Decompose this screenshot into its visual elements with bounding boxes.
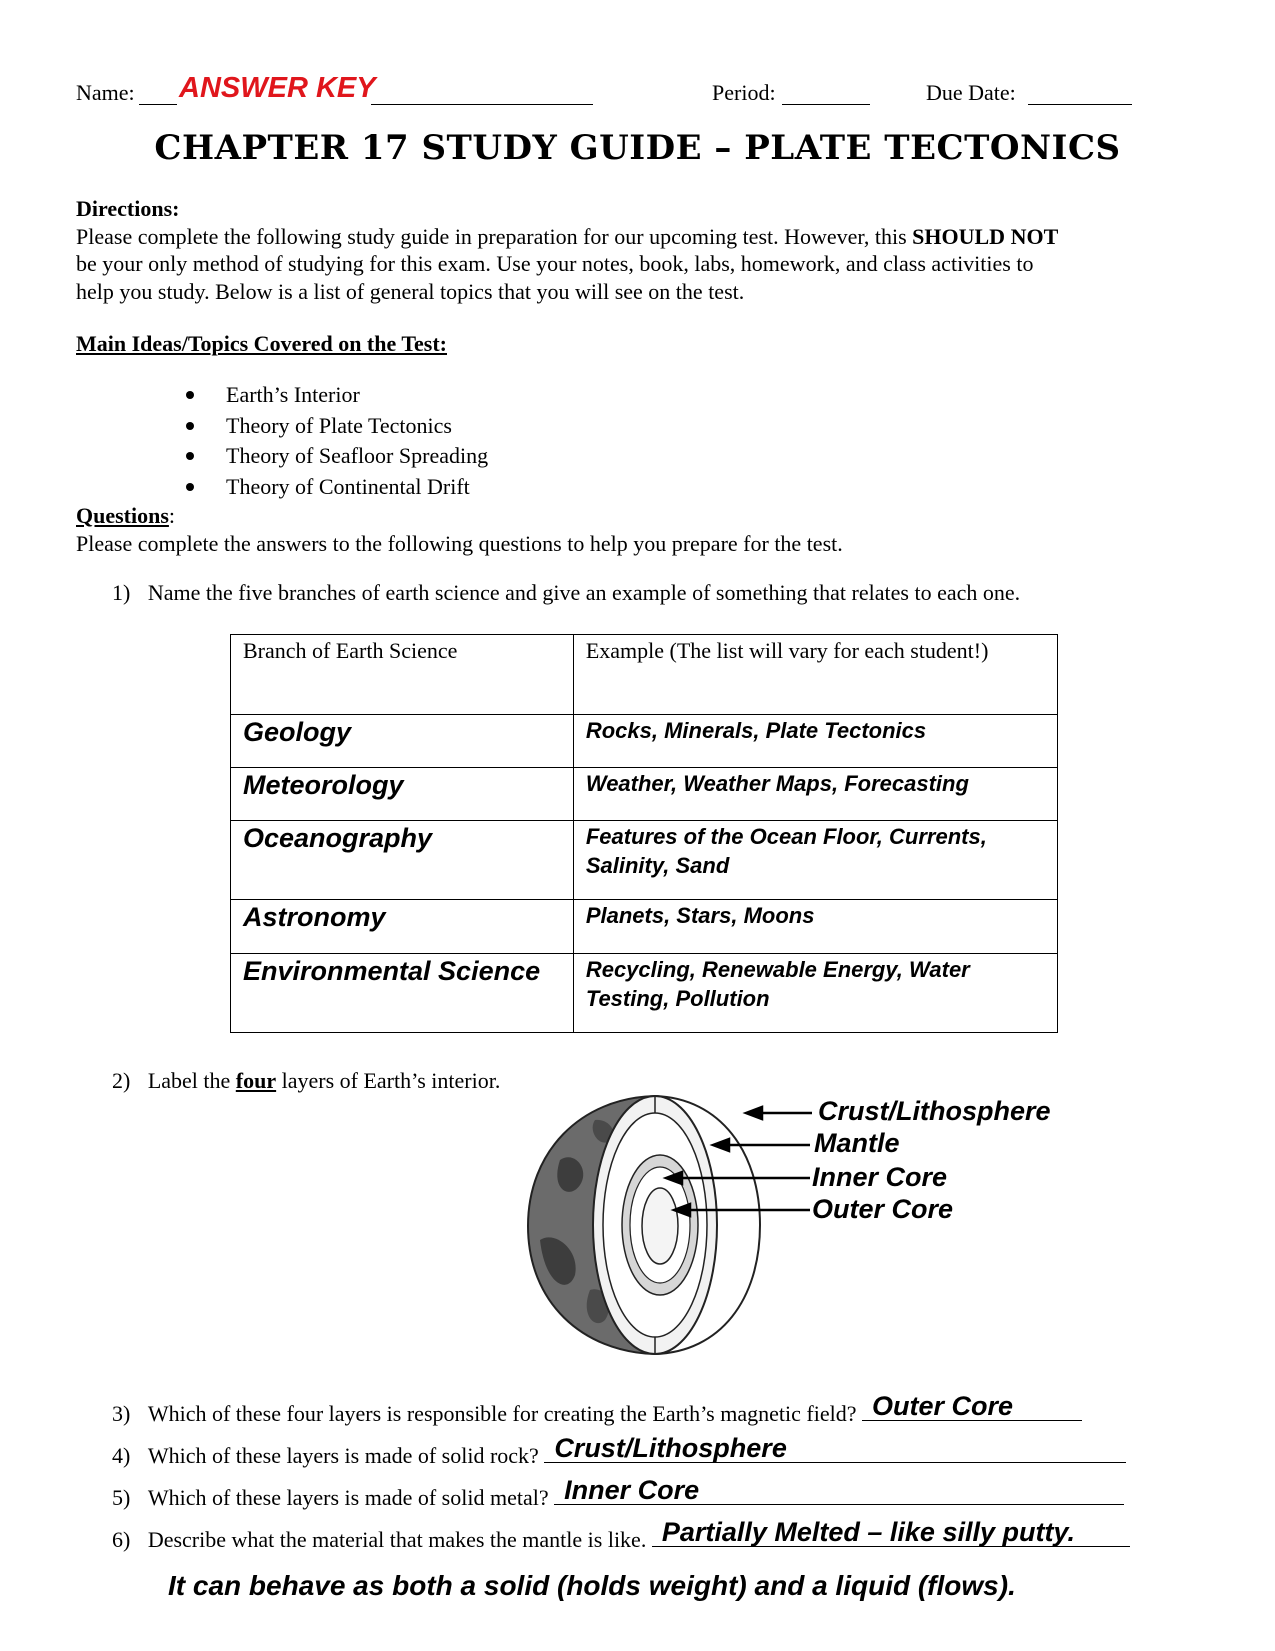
question-text: Describe what the material that makes the mantle is like.	[147, 1527, 647, 1552]
question-4	[112, 1433, 1126, 1469]
topics-list	[180, 381, 488, 503]
inner-core-shape	[642, 1188, 678, 1264]
bullet-icon	[186, 483, 194, 491]
name-label: Name:	[76, 80, 135, 105]
directions-text: Please complete the following study guide in preparation for our upcoming test. However, this	[76, 223, 913, 249]
example-cell: Recycling, Renewable Energy, Water Testing, Pollution	[573, 954, 1057, 1033]
topic-item	[180, 381, 488, 412]
answer-text: Partially Melted – like silly putty.	[661, 1517, 1075, 1547]
question-text	[148, 1068, 501, 1093]
topic-item	[180, 412, 488, 443]
question-emphasis: four	[235, 1068, 277, 1093]
name-answer: ANSWER KEY	[179, 72, 376, 104]
answer-text: Outer Core	[871, 1391, 1013, 1421]
label-mantle: Mantle	[814, 1128, 900, 1158]
topic-item	[180, 442, 488, 473]
questions-heading	[76, 502, 175, 530]
table-header-cell: Example (The list will vary for each student!)	[573, 635, 1057, 715]
table-row	[231, 715, 1058, 768]
question-text: Name the five branches of earth science and give an example of something that relates to each one.	[147, 580, 1021, 605]
topic-text: Theory of Plate Tectonics	[226, 412, 452, 438]
branch-cell: Astronomy	[231, 900, 574, 954]
page-title: CHAPTER 17 STUDY GUIDE – PLATE TECTONICS	[154, 128, 1121, 168]
branch-cell: Oceanography	[231, 821, 574, 900]
answer-blank	[652, 1517, 1130, 1547]
question-text: Which of these layers is made of solid metal?	[147, 1485, 549, 1510]
table-row	[231, 954, 1058, 1033]
table-row	[231, 821, 1058, 900]
name-underline-right	[371, 80, 593, 105]
example-cell: Planets, Stars, Moons	[573, 900, 1057, 954]
table-row	[231, 900, 1058, 954]
label-outer-core: Outer Core	[812, 1194, 954, 1224]
question-text-part: Label the	[147, 1068, 236, 1093]
questions-intro: Please complete the answers to the following questions to help you prepare for the test.	[76, 531, 843, 556]
period-label: Period:	[712, 80, 776, 105]
question-number: 3)	[112, 1401, 131, 1426]
answer-blank	[544, 1433, 1126, 1463]
topic-item	[180, 473, 488, 504]
branch-cell: Geology	[231, 715, 574, 768]
answer-text: Inner Core	[564, 1475, 700, 1505]
directions-line-2: be your only method of studying for this exam. Use your notes, book, labs, homework, and class activities to	[76, 251, 1034, 276]
directions-emphasis: SHOULD NOT	[912, 223, 1059, 249]
bullet-icon	[186, 452, 194, 460]
question-text: Which of these layers is made of solid rock?	[147, 1443, 539, 1468]
questions-heading-colon: :	[168, 503, 176, 528]
question-text-part: layers of Earth’s interior.	[276, 1068, 501, 1093]
header-row	[76, 72, 1206, 112]
example-cell: Rocks, Minerals, Plate Tectonics	[573, 715, 1057, 768]
answer-text: Crust/Lithosphere	[554, 1433, 787, 1463]
directions-heading: Directions:	[76, 196, 180, 221]
question-3	[112, 1391, 1082, 1427]
label-inner-core: Inner Core	[812, 1162, 948, 1192]
question-6-answer-continued: It can behave as both a solid (holds weight) and a liquid (flows).	[168, 1570, 1016, 1601]
question-number: 6)	[112, 1527, 131, 1552]
question-number: 1)	[112, 580, 131, 605]
question-5	[112, 1475, 1124, 1511]
question-number: 4)	[112, 1443, 131, 1468]
table-header-row	[231, 635, 1058, 715]
bullet-icon	[186, 422, 194, 430]
period-blank	[782, 80, 870, 105]
topic-text: Theory of Continental Drift	[226, 473, 470, 499]
directions-block	[76, 195, 1206, 305]
label-crust: Crust/Lithosphere	[818, 1096, 1051, 1126]
answer-blank	[554, 1475, 1124, 1505]
due-date-label: Due Date:	[926, 80, 1016, 105]
directions-line-3: help you study. Below is a list of general topics that you will see on the test.	[76, 278, 745, 304]
directions-line-1	[76, 223, 1206, 251]
question-text: Which of these four layers is responsible for creating the Earth’s magnetic field?	[147, 1401, 857, 1426]
answer-blank	[862, 1391, 1082, 1421]
example-cell: Features of the Ocean Floor, Currents, Salinity, Sand	[573, 821, 1057, 900]
name-underline-left	[139, 80, 177, 105]
branches-table	[230, 634, 1058, 1033]
question-1	[112, 579, 1020, 607]
question-6	[112, 1517, 1130, 1553]
due-date-blank	[1028, 80, 1132, 105]
question-number: 5)	[112, 1485, 131, 1510]
table-row	[231, 768, 1058, 821]
bullet-icon	[186, 391, 194, 399]
example-cell: Weather, Weather Maps, Forecasting	[573, 768, 1057, 821]
questions-heading-text: Questions	[76, 503, 169, 528]
branch-cell: Meteorology	[231, 768, 574, 821]
branch-cell: Environmental Science	[231, 954, 574, 1033]
earth-interior-diagram	[520, 1090, 1120, 1360]
topics-heading: Main Ideas/Topics Covered on the Test:	[76, 331, 447, 356]
topic-text: Theory of Seafloor Spreading	[226, 443, 489, 468]
question-2	[112, 1067, 500, 1095]
table-header-cell: Branch of Earth Science	[231, 635, 574, 715]
question-number: 2)	[112, 1068, 131, 1093]
topic-text: Earth’s Interior	[226, 382, 360, 407]
